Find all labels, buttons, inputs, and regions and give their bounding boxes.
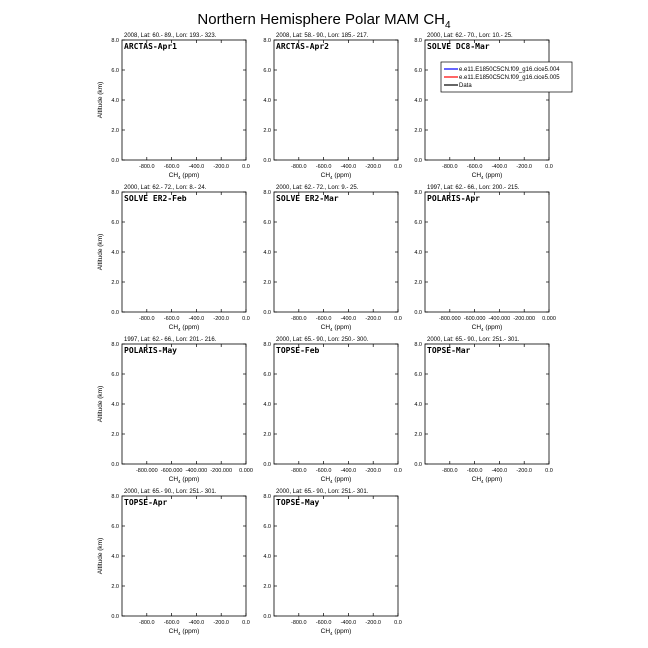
x-axis-label-unit: (ppm) — [483, 324, 503, 331]
y-tick-label: 4.0 — [414, 98, 422, 104]
x-tick-label: -800.0 — [441, 164, 458, 170]
x-tick-label: -800.000 — [438, 316, 461, 322]
x-axis-label-subscript: 4 — [330, 327, 333, 332]
x-tick-label: 0.0 — [394, 316, 402, 322]
panel-label: TOPSE-May — [276, 498, 320, 507]
x-tick-label: -200.0 — [365, 316, 382, 322]
x-tick-label: -200.000 — [210, 468, 233, 474]
x-tick-label: -600.000 — [463, 316, 486, 322]
y-tick-label: 8.0 — [111, 38, 119, 44]
y-tick-label: 6.0 — [263, 220, 271, 226]
x-tick-label: -400.000 — [185, 468, 208, 474]
panel-header: 1997, Lat: 62.- 66., Lon: 200.- 215. — [427, 185, 520, 191]
panel-header: 2008, Lat: 58.- 90., Lon: 185.- 217. — [276, 33, 369, 39]
y-tick-label: 2.0 — [263, 584, 271, 590]
x-axis-label-main: CH — [168, 476, 179, 483]
y-tick-label: 6.0 — [414, 68, 422, 74]
y-tick-label: 6.0 — [111, 372, 119, 378]
x-tick-label: -200.0 — [365, 620, 382, 626]
panel-header: 2000, Lat: 65.- 90., Lon: 251.- 301. — [124, 489, 217, 495]
x-tick-label: -800.0 — [290, 316, 307, 322]
x-axis-label — [321, 172, 352, 180]
x-tick-label: -600.0 — [466, 164, 483, 170]
x-tick-label: -600.000 — [160, 468, 183, 474]
panel-header: 2000, Lat: 65.- 90., Lon: 251.- 301. — [276, 489, 369, 495]
y-tick-label: 0.0 — [111, 158, 119, 164]
x-axis-label-main: CH — [320, 172, 331, 179]
y-tick-label: 2.0 — [111, 128, 119, 134]
x-tick-label: -600.0 — [315, 316, 332, 322]
x-axis-label-main: CH — [168, 324, 179, 331]
y-tick-label: 0.0 — [263, 462, 271, 468]
x-tick-label: -400.000 — [488, 316, 511, 322]
x-axis-label-subscript: 4 — [481, 175, 484, 180]
x-axis-label — [321, 628, 352, 636]
x-axis-label-unit: (ppm) — [180, 172, 200, 179]
x-tick-label: -800.0 — [290, 164, 307, 170]
x-tick-label: 0.0 — [545, 468, 553, 474]
panel-label: TOPSE-Mar — [427, 346, 471, 355]
x-axis-label-unit: (ppm) — [180, 628, 200, 635]
y-axis-label: Altitude (km) — [97, 233, 104, 271]
y-tick-label: 0.0 — [263, 158, 271, 164]
x-tick-label: -800.0 — [441, 468, 458, 474]
x-axis-label-main: CH — [471, 172, 482, 179]
y-tick-label: 6.0 — [111, 220, 119, 226]
x-axis-label-unit: (ppm) — [332, 324, 352, 331]
x-tick-label: -400.0 — [340, 164, 357, 170]
legend-entry-label: e.e11.E1850C5CN.f09_g16.cice5.005 — [459, 75, 560, 81]
panel-label: SOLVE DC8-Mar — [427, 42, 490, 51]
x-tick-label: -600.0 — [315, 620, 332, 626]
x-tick-label: 0.000 — [239, 468, 253, 474]
x-tick-label: -800.0 — [290, 620, 307, 626]
panel-header: 2000, Lat: 62.- 72., Lon: 9.- 25. — [276, 185, 359, 191]
x-axis-label-subscript: 4 — [330, 175, 333, 180]
y-tick-label: 2.0 — [111, 432, 119, 438]
y-tick-label: 8.0 — [414, 190, 422, 196]
panel-label: SOLVE ER2-Feb — [124, 194, 187, 203]
y-axis-label: Altitude (km) — [97, 81, 104, 119]
x-tick-label: -600.0 — [163, 164, 180, 170]
y-tick-label: 8.0 — [111, 190, 119, 196]
panel-header: 2000, Lat: 65.- 90., Lon: 250.- 300. — [276, 337, 369, 343]
x-axis-label — [169, 324, 200, 332]
y-tick-label: 6.0 — [263, 372, 271, 378]
panel-label: ARCTAS-Apr1 — [124, 42, 177, 51]
y-tick-label: 4.0 — [414, 250, 422, 256]
y-tick-label: 2.0 — [111, 280, 119, 286]
panel-header: 2000, Lat: 62.- 72., Lon: 8.- 24. — [124, 185, 207, 191]
panel-label: TOPSE-Feb — [276, 346, 320, 355]
x-axis-label — [472, 324, 503, 332]
y-tick-label: 0.0 — [263, 310, 271, 316]
x-tick-label: -200.000 — [513, 316, 536, 322]
x-axis-label-unit: (ppm) — [180, 476, 200, 483]
x-axis-label-subscript: 4 — [481, 479, 484, 484]
y-tick-label: 4.0 — [263, 250, 271, 256]
y-axis-label: Altitude (km) — [97, 385, 104, 423]
x-tick-label: -400.0 — [340, 468, 357, 474]
x-tick-label: -600.0 — [163, 316, 180, 322]
x-axis-label-main: CH — [168, 628, 179, 635]
y-tick-label: 2.0 — [414, 280, 422, 286]
x-axis-label-subscript: 4 — [481, 327, 484, 332]
x-axis-label-unit: (ppm) — [332, 172, 352, 179]
x-tick-label: -600.0 — [315, 164, 332, 170]
x-tick-label: -800.000 — [135, 468, 158, 474]
x-axis-label — [321, 476, 352, 484]
y-tick-label: 4.0 — [111, 554, 119, 560]
y-tick-label: 0.0 — [111, 614, 119, 620]
x-axis-label-subscript: 4 — [178, 479, 181, 484]
x-axis-label-unit: (ppm) — [332, 476, 352, 483]
panel-label: POLARIS-May — [124, 346, 177, 355]
y-tick-label: 4.0 — [263, 554, 271, 560]
y-tick-label: 8.0 — [414, 342, 422, 348]
x-tick-label: -200.0 — [516, 468, 533, 474]
legend-entry-label: e.e11.E1850C5CN.f09_g16.cice5.004 — [459, 67, 560, 73]
panel-label: ARCTAS-Apr2 — [276, 42, 329, 51]
y-tick-label: 2.0 — [263, 432, 271, 438]
x-tick-label: -800.0 — [290, 468, 307, 474]
x-tick-label: 0.0 — [242, 164, 250, 170]
y-tick-label: 0.0 — [263, 614, 271, 620]
y-tick-label: 4.0 — [414, 402, 422, 408]
y-tick-label: 6.0 — [414, 220, 422, 226]
x-tick-label: -600.0 — [466, 468, 483, 474]
x-tick-label: -600.0 — [315, 468, 332, 474]
y-tick-label: 8.0 — [111, 494, 119, 500]
y-tick-label: 4.0 — [111, 250, 119, 256]
x-axis-label-unit: (ppm) — [180, 324, 200, 331]
legend-entry-label: Data — [459, 83, 472, 89]
x-tick-label: -400.0 — [188, 316, 205, 322]
x-axis-label-subscript: 4 — [178, 327, 181, 332]
x-axis-label-subscript: 4 — [178, 631, 181, 636]
x-axis-label-main: CH — [471, 324, 482, 331]
x-axis-label-subscript: 4 — [330, 479, 333, 484]
y-tick-label: 2.0 — [414, 128, 422, 134]
figure-title-main: Northern Hemisphere Polar MAM CH — [197, 11, 446, 28]
y-axis-label: Altitude (km) — [97, 537, 104, 575]
y-tick-label: 8.0 — [263, 190, 271, 196]
panel-header: 2008, Lat: 60.- 89., Lon: 193.- 323. — [124, 33, 217, 39]
x-axis-label-unit: (ppm) — [483, 172, 503, 179]
y-tick-label: 6.0 — [263, 524, 271, 530]
x-tick-label: -400.0 — [491, 468, 508, 474]
y-tick-label: 6.0 — [111, 524, 119, 530]
x-tick-label: -800.0 — [138, 164, 155, 170]
y-tick-label: 6.0 — [111, 68, 119, 74]
panel-header: 2000, Lat: 62.- 70., Lon: 10.- 25. — [427, 33, 513, 39]
x-tick-label: -200.0 — [213, 164, 230, 170]
y-tick-label: 8.0 — [263, 342, 271, 348]
x-axis-label-unit: (ppm) — [483, 476, 503, 483]
x-tick-label: -200.0 — [213, 620, 230, 626]
x-tick-label: -400.0 — [340, 620, 357, 626]
x-tick-label: 0.0 — [242, 620, 250, 626]
x-tick-label: 0.0 — [394, 164, 402, 170]
panel-label: POLARIS-Apr — [427, 194, 480, 203]
y-tick-label: 0.0 — [414, 462, 422, 468]
y-tick-label: 4.0 — [111, 402, 119, 408]
x-tick-label: -400.0 — [188, 620, 205, 626]
x-tick-label: -400.0 — [491, 164, 508, 170]
x-tick-label: 0.0 — [394, 620, 402, 626]
x-tick-label: -400.0 — [340, 316, 357, 322]
x-tick-label: -800.0 — [138, 316, 155, 322]
panel-label: TOPSE-Apr — [124, 498, 168, 507]
y-tick-label: 4.0 — [111, 98, 119, 104]
y-tick-label: 2.0 — [111, 584, 119, 590]
x-axis-label-main: CH — [168, 172, 179, 179]
y-tick-label: 8.0 — [414, 38, 422, 44]
y-tick-label: 8.0 — [263, 38, 271, 44]
x-tick-label: -600.0 — [163, 620, 180, 626]
x-tick-label: -200.0 — [213, 316, 230, 322]
y-tick-label: 6.0 — [414, 372, 422, 378]
x-axis-label — [169, 172, 200, 180]
y-tick-label: 8.0 — [111, 342, 119, 348]
x-tick-label: -800.0 — [138, 620, 155, 626]
x-axis-label-subscript: 4 — [330, 631, 333, 636]
x-axis-label-main: CH — [320, 324, 331, 331]
y-tick-label: 2.0 — [263, 128, 271, 134]
x-tick-label: -200.0 — [365, 164, 382, 170]
y-tick-label: 2.0 — [263, 280, 271, 286]
y-tick-label: 0.0 — [111, 462, 119, 468]
x-axis-label-subscript: 4 — [178, 175, 181, 180]
y-tick-label: 4.0 — [263, 98, 271, 104]
x-tick-label: 0.0 — [394, 468, 402, 474]
y-tick-label: 0.0 — [414, 158, 422, 164]
y-tick-label: 0.0 — [414, 310, 422, 316]
y-tick-label: 8.0 — [263, 494, 271, 500]
x-axis-label-main: CH — [320, 476, 331, 483]
x-axis-label — [472, 476, 503, 484]
y-tick-label: 6.0 — [263, 68, 271, 74]
panel-header: 2000, Lat: 65.- 90., Lon: 251.- 301. — [427, 337, 520, 343]
y-tick-label: 4.0 — [263, 402, 271, 408]
x-axis-label — [472, 172, 503, 180]
x-tick-label: 0.0 — [545, 164, 553, 170]
x-tick-label: -200.0 — [516, 164, 533, 170]
x-tick-label: -400.0 — [188, 164, 205, 170]
x-axis-label — [169, 476, 200, 484]
y-tick-label: 2.0 — [414, 432, 422, 438]
x-tick-label: 0.0 — [242, 316, 250, 322]
legend — [441, 62, 572, 92]
x-tick-label: 0.000 — [542, 316, 556, 322]
panel-header: 1997, Lat: 62.- 66., Lon: 201.- 216. — [124, 337, 217, 343]
figure-title-subscript: 4 — [445, 20, 451, 31]
x-axis-label-unit: (ppm) — [332, 628, 352, 635]
panel-label: SOLVE ER2-Mar — [276, 194, 339, 203]
x-axis-label — [169, 628, 200, 636]
x-axis-label-main: CH — [320, 628, 331, 635]
x-tick-label: -200.0 — [365, 468, 382, 474]
x-axis-label-main: CH — [471, 476, 482, 483]
y-tick-label: 0.0 — [111, 310, 119, 316]
x-axis-label — [321, 324, 352, 332]
